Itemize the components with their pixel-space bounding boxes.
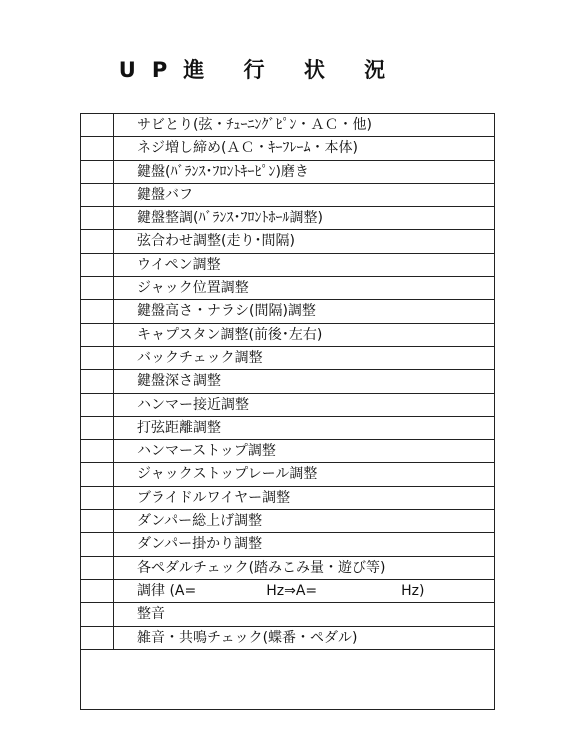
item-label: ダンパー総上げ調整 — [137, 513, 263, 530]
table-row — [81, 324, 494, 347]
check-cell — [81, 533, 114, 555]
check-cell — [81, 627, 114, 649]
check-cell — [81, 300, 114, 322]
check-cell — [81, 557, 114, 579]
table-row — [81, 161, 494, 184]
check-cell — [81, 370, 114, 392]
item-label: ダンパー掛かり調整 — [137, 536, 263, 553]
item-label: ウイペン調整 — [137, 256, 221, 273]
table-row — [81, 603, 494, 626]
check-cell — [81, 114, 114, 136]
table-row — [81, 394, 494, 417]
table-row — [81, 417, 494, 440]
table-row — [81, 347, 494, 370]
table-row — [81, 137, 494, 160]
table-row — [81, 533, 494, 556]
check-cell — [81, 347, 114, 369]
item-label: 整音 — [137, 606, 165, 623]
table-row — [81, 463, 494, 486]
item-label: ハンマー接近調整 — [137, 396, 249, 413]
check-cell — [81, 417, 114, 439]
table-row — [81, 370, 494, 393]
check-cell — [81, 184, 114, 206]
table-row — [81, 277, 494, 300]
page-title: UP進 行 状 況 — [118, 58, 402, 82]
table-row — [81, 114, 494, 137]
item-label: 鍵盤深さ調整 — [137, 373, 221, 390]
item-label: 調律 (A= Hz⇒A= Hz) — [137, 582, 425, 599]
check-cell — [81, 324, 114, 346]
item-label: ネジ増し締め(ＡＣ・ｷｰﾌﾚｰﾑ・本体) — [137, 140, 358, 157]
check-cell — [81, 463, 114, 485]
table-row — [81, 557, 494, 580]
check-cell — [81, 487, 114, 509]
table-row — [81, 300, 494, 323]
table-row — [81, 230, 494, 253]
check-cell — [81, 137, 114, 159]
table-row — [81, 184, 494, 207]
item-label: 打弦距離調整 — [137, 419, 221, 436]
progress-table — [80, 113, 495, 710]
check-cell — [81, 394, 114, 416]
check-cell — [81, 230, 114, 252]
item-label: 鍵盤バフ — [137, 186, 193, 203]
item-label: ハンマーストップ調整 — [137, 443, 276, 460]
check-cell — [81, 254, 114, 276]
table-row — [81, 254, 494, 277]
check-cell — [81, 277, 114, 299]
item-label: 雑音・共鳴チェック(蝶番・ペダル) — [137, 629, 358, 646]
item-label: ジャック位置調整 — [137, 280, 249, 297]
item-label: 各ペダルチェック(踏みこみ量・遊び等) — [137, 559, 386, 576]
item-label: ブライドルワイヤー調整 — [137, 489, 291, 506]
item-label: 鍵盤高さ・ナラシ(間隔)調整 — [137, 303, 316, 320]
table-row — [81, 510, 494, 533]
check-cell — [81, 580, 114, 602]
item-label: キャプスタン調整(前後･左右) — [137, 326, 323, 343]
item-label: サビとり(弦・ﾁｭｰﾆﾝｸﾞﾋﾟﾝ・ＡＣ・他) — [137, 117, 372, 133]
item-label: 鍵盤整調(ﾊﾞﾗﾝｽ･ﾌﾛﾝﾄﾎｰﾙ調整) — [137, 210, 323, 227]
table-row — [81, 627, 494, 650]
check-cell — [81, 207, 114, 229]
table-row — [81, 440, 494, 463]
item-label: 弦合わせ調整(走り･間隔) — [137, 233, 295, 250]
check-cell — [81, 603, 114, 625]
table-row — [81, 580, 494, 603]
table-row — [81, 207, 494, 230]
check-cell — [81, 440, 114, 462]
check-cell — [81, 161, 114, 183]
item-label: 鍵盤(ﾊﾞﾗﾝｽ･ﾌﾛﾝﾄｷｰﾋﾟﾝ)磨き — [137, 163, 309, 180]
check-cell — [81, 510, 114, 532]
notes-box — [81, 650, 494, 710]
item-label: バックチェック調整 — [137, 349, 263, 366]
table-row — [81, 487, 494, 510]
item-label: ジャックストップレール調整 — [137, 466, 318, 483]
